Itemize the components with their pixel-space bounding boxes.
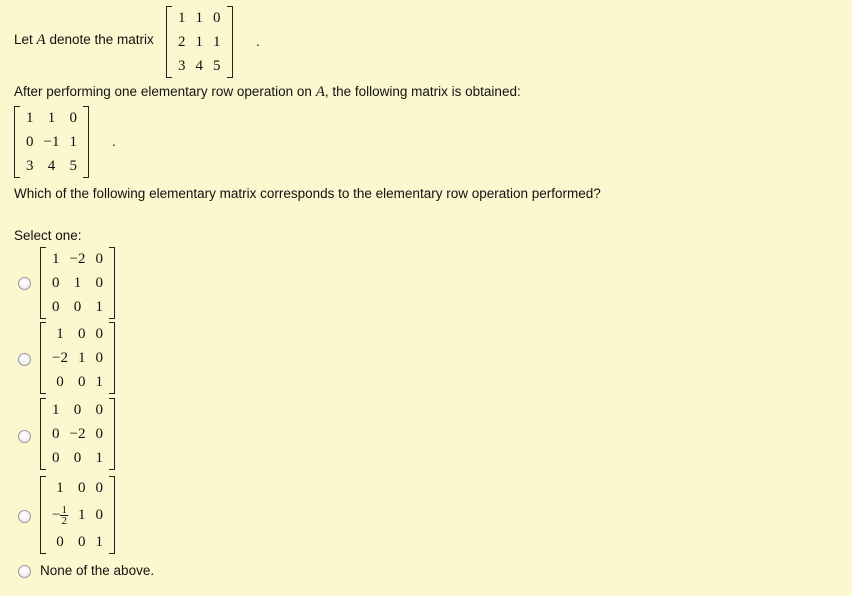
option-4-frac-cell: − $\frac{1}{2}$ xyxy=(52,504,67,528)
select-label: Select one: xyxy=(14,228,82,243)
fraction: $\frac{1}{2}$ xyxy=(61,504,67,528)
option-2-matrix[interactable]: 1 0 0 −2 1 0 0 0 1 xyxy=(40,322,115,394)
option-1-matrix[interactable]: 1 −2 0 0 1 0 0 0 1 xyxy=(40,247,115,319)
option-5-label[interactable]: None of the above. xyxy=(40,563,155,578)
after-period: . xyxy=(112,134,116,149)
intro-prefix: Let xyxy=(14,32,33,47)
after-before: After performing one elementary row operation on xyxy=(14,84,312,99)
option-2-radio[interactable] xyxy=(18,353,31,366)
option-3-radio[interactable] xyxy=(18,430,31,443)
matrix-result: 1 1 0 0 −1 1 3 4 5 xyxy=(14,106,89,178)
option-4-matrix[interactable]: 1 0 0 − $\frac{1}{2}$ 1 0 0 0 1 xyxy=(40,476,115,554)
option-5-radio[interactable] xyxy=(18,565,31,578)
option-1-radio[interactable] xyxy=(18,277,31,290)
after-text xyxy=(14,84,521,101)
after-after: , the following matrix is obtained: xyxy=(324,84,521,99)
after-var: A xyxy=(315,84,325,100)
intro-suffix: denote the matrix xyxy=(49,32,154,47)
option-3-matrix[interactable]: 1 0 0 0 −2 0 0 0 1 xyxy=(40,398,115,470)
intro-var: A xyxy=(36,32,46,48)
option-4-radio[interactable] xyxy=(18,510,31,523)
intro-period: . xyxy=(256,34,260,49)
intro-text xyxy=(14,32,154,49)
matrix-a: 1 1 0 2 1 1 3 4 5 xyxy=(166,6,233,78)
question-text: Which of the following elementary matrix corresponds to the elementary row operation performed? xyxy=(14,186,601,201)
